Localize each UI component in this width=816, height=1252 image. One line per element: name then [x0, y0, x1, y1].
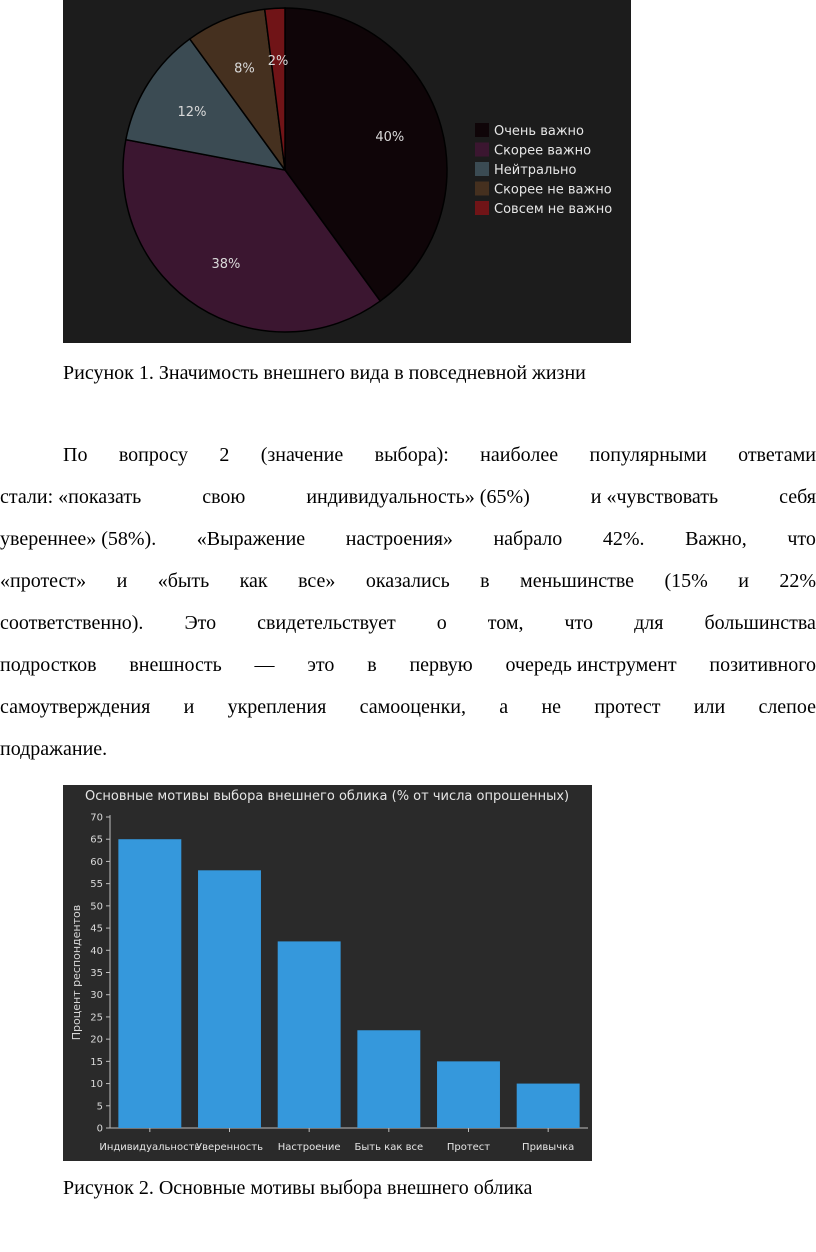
paragraph-word: оказались [365, 570, 450, 592]
y-tick-label: 40 [90, 945, 103, 957]
y-tick-label: 30 [90, 990, 103, 1002]
paragraph-line [0, 608, 816, 650]
x-tick-label: Индивидуальность [99, 1142, 201, 1153]
legend-swatch [475, 201, 489, 215]
y-tick-label: 20 [90, 1034, 103, 1046]
paragraph-word: это [307, 654, 335, 676]
paragraph-line [0, 650, 816, 692]
y-tick-label: 70 [90, 812, 103, 824]
paragraph-word: стали: «показать [0, 486, 142, 508]
paragraph-word: как [239, 570, 268, 592]
paragraph-word: и [183, 696, 195, 718]
paragraph-word: том, [487, 612, 524, 634]
paragraph-word: «быть [157, 570, 210, 592]
paragraph-word: для [634, 612, 664, 634]
body-paragraph [0, 440, 816, 776]
paragraph-word: первую [409, 654, 473, 676]
legend-swatch [475, 123, 489, 137]
paragraph-word: не [541, 696, 562, 718]
paragraph-line [0, 524, 816, 566]
legend-swatch [475, 143, 489, 157]
paragraph-word: наиболее [480, 444, 559, 466]
paragraph-word: и [116, 570, 128, 592]
pie-slice-label: 38% [211, 257, 241, 273]
paragraph-word: а [499, 696, 509, 718]
paragraph-word: набрало [493, 528, 563, 550]
bar [437, 1061, 500, 1128]
bar [278, 941, 341, 1128]
paragraph-word: самоутверждения [0, 696, 151, 718]
y-tick-label: 60 [90, 856, 103, 868]
y-tick-label: 50 [90, 901, 103, 913]
paragraph-word: свою [202, 486, 246, 508]
paragraph-word: укрепления [227, 696, 327, 718]
legend-label: Нейтрально [494, 163, 577, 178]
pie-chart [63, 0, 631, 343]
paragraph-line [0, 734, 816, 776]
paragraph-word: увереннее» (58%). [0, 528, 157, 550]
paragraph-word: вопросу [118, 444, 188, 466]
x-tick-label: Уверенность [195, 1142, 264, 1153]
y-axis-label: Процент респондентов [70, 904, 83, 1041]
paragraph-word: 2 [219, 444, 230, 466]
paragraph-word: очередь инструмент [505, 654, 677, 676]
y-tick-label: 0 [96, 1123, 103, 1135]
pie-slice-label: 12% [177, 104, 207, 120]
paragraph-line [0, 566, 816, 608]
paragraph-word: что [564, 612, 594, 634]
paragraph-line [0, 692, 816, 734]
paragraph-word: Это [184, 612, 217, 634]
y-tick-label: 10 [90, 1079, 103, 1091]
bar [118, 839, 181, 1128]
y-tick-label: 25 [90, 1012, 103, 1024]
bar-chart-figure [63, 785, 592, 1161]
legend-label: Очень важно [494, 124, 584, 139]
paragraph-word: индивидуальность» (65%) [306, 486, 530, 508]
bar-chart [63, 785, 592, 1161]
paragraph-word: (15% [664, 570, 708, 592]
y-tick-label: 45 [90, 923, 103, 935]
figure1-caption: Рисунок 1. Значимость внешнего вида в повседневной жизни [63, 362, 586, 384]
bar-chart-title: Основные мотивы выбора внешнего облика (% от числа опрошенных) [85, 789, 570, 804]
legend-label: Совсем не важно [494, 202, 613, 217]
bar [198, 870, 261, 1128]
paragraph-word: настроения» [345, 528, 453, 550]
figure2-caption: Рисунок 2. Основные мотивы выбора внешнего облика [63, 1177, 533, 1199]
pie-slice-label: 40% [375, 129, 405, 145]
pie-chart-figure [63, 0, 631, 343]
paragraph-word: По [63, 444, 88, 466]
paragraph-word: или [693, 696, 726, 718]
paragraph-word: слепое [758, 696, 816, 718]
pie-slice-label: 2% [267, 54, 289, 70]
paragraph-word: протест [594, 696, 661, 718]
paragraph-word: что [787, 528, 816, 550]
y-tick-label: 5 [96, 1101, 103, 1113]
paragraph-word: популярными [589, 444, 707, 466]
y-tick-label: 15 [90, 1056, 103, 1068]
paragraph-word: большинства [704, 612, 816, 634]
bar [517, 1084, 580, 1128]
paragraph-word: ответами [738, 444, 816, 466]
bar [357, 1030, 420, 1128]
legend-label: Скорее важно [494, 143, 592, 159]
y-tick-label: 35 [90, 968, 103, 979]
paragraph-word: себя [779, 486, 816, 508]
paragraph-word: — [254, 654, 275, 676]
paragraph-word: 42%. [602, 528, 645, 550]
paragraph-word: и [738, 570, 749, 592]
paragraph-word: Важно, [685, 528, 747, 550]
paragraph-word: и «чувствовать [590, 486, 719, 508]
paragraph-line [0, 440, 816, 482]
paragraph-word: подражание. [0, 738, 108, 760]
legend-label: Скорее не важно [494, 182, 612, 198]
paragraph-word: «Выражение [196, 528, 306, 550]
paragraph-word: в [367, 654, 377, 676]
pie-slice-label: 8% [234, 61, 255, 77]
paragraph-word: позитивного [709, 654, 816, 676]
paragraph-word: все» [298, 570, 336, 592]
x-tick-label: Протест [446, 1142, 491, 1153]
paragraph-word: свидетельствует [257, 612, 396, 634]
paragraph-word: меньшинстве [520, 570, 635, 592]
x-tick-label: Быть как все [354, 1142, 424, 1153]
y-tick-label: 55 [90, 879, 103, 891]
y-tick-label: 65 [90, 834, 103, 846]
paragraph-word: самооценки, [359, 696, 466, 718]
x-tick-label: Настроение [277, 1142, 341, 1153]
paragraph-word: (значение [260, 444, 344, 466]
paragraph-word: подростков [0, 654, 97, 676]
paragraph-word: «протест» [0, 570, 87, 592]
paragraph-word: выбора): [374, 444, 449, 466]
paragraph-word: внешность [129, 654, 222, 676]
paragraph-word: соответственно). [0, 612, 144, 634]
paragraph-word: в [480, 570, 490, 592]
paragraph-word: 22% [779, 570, 816, 592]
paragraph-line [0, 482, 816, 524]
legend-swatch [475, 182, 489, 196]
legend-swatch [475, 162, 489, 176]
x-tick-label: Привычка [522, 1142, 575, 1153]
paragraph-word: о [436, 612, 447, 634]
